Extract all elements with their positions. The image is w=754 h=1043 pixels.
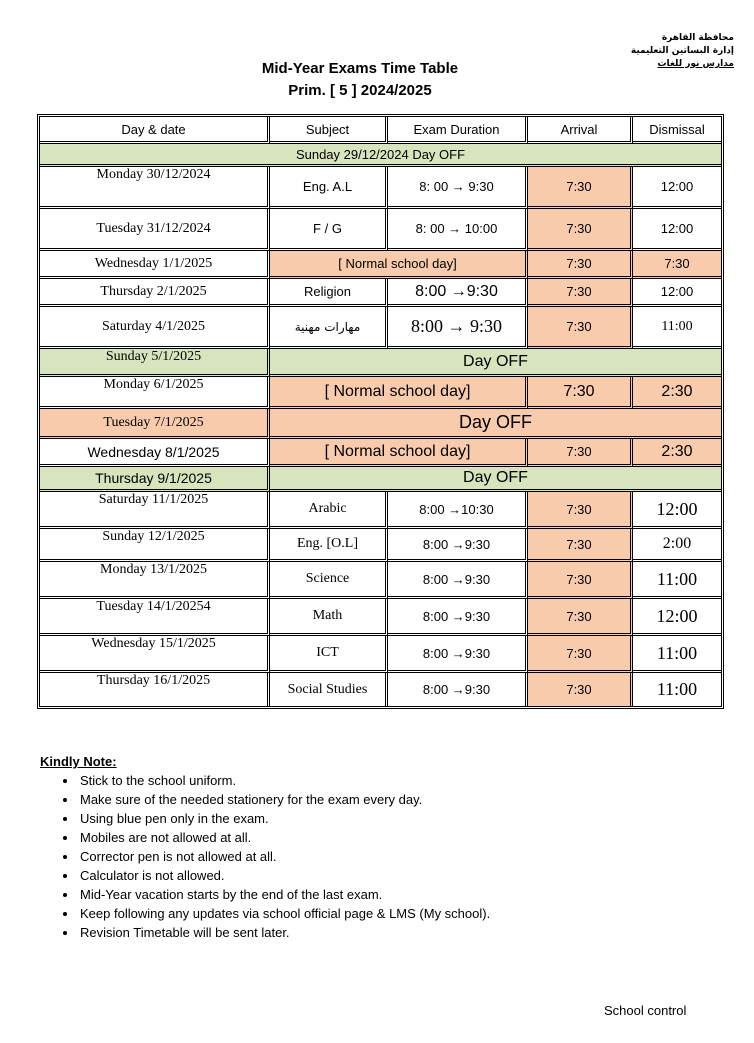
arrival-cell: 7:30 xyxy=(528,439,633,467)
arrival-cell: 7:30 xyxy=(528,562,633,599)
col-header-duration: Exam Duration xyxy=(388,117,528,144)
col-header-arrival: Arrival xyxy=(528,117,633,144)
duration-cell: 8:00 →9:30 xyxy=(388,562,528,599)
subject-cell: Math xyxy=(270,599,388,636)
duration-cell: 8:00 →9:30 xyxy=(388,673,528,706)
dismissal-cell: 2:00 xyxy=(633,529,721,562)
dismissal-cell: 12:00 xyxy=(633,599,721,636)
arrival-cell: 7:30 xyxy=(528,492,633,529)
arrival-cell: 7:30 xyxy=(528,377,633,409)
dismissal-cell: 11:00 xyxy=(633,562,721,599)
duration-cell: 8:00 →9:30 xyxy=(388,599,528,636)
day-date-cell: Thursday 16/1/2025 xyxy=(40,673,270,706)
arabic-header xyxy=(631,32,734,71)
page-title xyxy=(170,58,550,102)
table-row xyxy=(40,251,721,279)
table-row xyxy=(40,492,721,529)
day-date-cell: Monday 30/12/2024 xyxy=(40,167,270,209)
arrival-cell: 7:30 xyxy=(528,209,633,251)
arrival-cell: 7:30 xyxy=(528,599,633,636)
table-row xyxy=(40,673,721,706)
subject-cell: Science xyxy=(270,562,388,599)
day-off-cell: Day OFF xyxy=(270,349,721,377)
dismissal-cell: 7:30 xyxy=(633,251,721,279)
subject-cell: مهارات مهنية xyxy=(270,307,388,349)
normal-day-cell: [ Normal school day] xyxy=(270,377,528,409)
day-date-cell: Tuesday 31/12/2024 xyxy=(40,209,270,251)
title-line-1: Mid-Year Exams Time Table xyxy=(261,60,459,77)
subject-cell: Eng. A.L xyxy=(270,167,388,209)
note-item: • Make sure of the needed stationery for the exam every day. xyxy=(78,790,490,809)
day-date-cell: Monday 6/1/2025 xyxy=(40,377,270,409)
subject-cell: Eng. [O.L] xyxy=(270,529,388,562)
table-row xyxy=(40,144,721,167)
footer-signature: School control xyxy=(604,1003,687,1018)
note-item: • Corrector pen is not allowed at all. xyxy=(78,847,490,866)
dismissal-cell: 2:30 xyxy=(633,439,721,467)
table-row xyxy=(40,167,721,209)
table-row xyxy=(40,467,721,492)
exam-timetable xyxy=(37,114,724,709)
table-row xyxy=(40,377,721,409)
normal-day-cell: [ Normal school day] xyxy=(270,439,528,467)
day-date-cell: Sunday 5/1/2025 xyxy=(40,349,270,377)
arrival-cell: 7:30 xyxy=(528,251,633,279)
table-row xyxy=(40,562,721,599)
note-item: • Using blue pen only in the exam. xyxy=(78,809,490,828)
note-item: • Revision Timetable will be sent later. xyxy=(78,923,490,942)
day-date-cell: Thursday 9/1/2025 xyxy=(40,467,270,492)
arabic-header-line-1: محافظة القاهرة xyxy=(661,33,734,43)
duration-cell: 8:00 →9:30 xyxy=(388,636,528,673)
dismissal-cell: 11:00 xyxy=(656,679,698,699)
arrival-cell: 7:30 xyxy=(528,167,633,209)
table-row xyxy=(40,636,721,673)
note-item: • Keep following any updates via school official page & LMS (My school). xyxy=(78,904,490,923)
day-date-cell: Saturday 11/1/2025 xyxy=(40,492,270,529)
arabic-header-line-3: مدارس نور للغات xyxy=(657,59,734,69)
subject-cell: Arabic xyxy=(270,492,388,529)
table-row xyxy=(40,279,721,307)
table-row xyxy=(40,599,721,636)
duration-cell: 8:00 →9:30 xyxy=(388,529,528,562)
dismissal-cell: 12:00 xyxy=(633,492,721,529)
duration-cell: 8:00 →10:30 xyxy=(388,492,528,529)
duration-cell: 8:00 → 9:30 xyxy=(388,307,528,349)
notes-section xyxy=(40,752,490,942)
day-date-cell: Thursday 2/1/2025 xyxy=(40,279,270,307)
dismissal-cell: 11:00 xyxy=(633,307,721,349)
arrival-cell: 7:30 xyxy=(528,673,633,706)
col-header-subject: Subject xyxy=(270,117,388,144)
arrival-cell: 7:30 xyxy=(528,636,633,673)
table-row xyxy=(40,409,721,439)
subject-cell: Social Studies xyxy=(270,673,388,706)
table-row xyxy=(40,307,721,349)
arrival-cell: 7:30 xyxy=(528,529,633,562)
day-off-cell: Day OFF xyxy=(270,409,721,439)
day-date-cell: Wednesday 8/1/2025 xyxy=(40,439,270,467)
arabic-header-line-2: إدارة البساتين التعليمية xyxy=(630,46,734,56)
note-item: • Stick to the school uniform. xyxy=(78,771,490,790)
day-date-cell: Wednesday 15/1/2025 xyxy=(40,636,270,673)
day-date-cell: Saturday 4/1/2025 xyxy=(40,307,270,349)
duration-cell: 8: 00 → 10:00 xyxy=(388,209,528,251)
col-header-dismissal: Dismissal xyxy=(633,117,721,144)
arrival-cell: 7:30 xyxy=(528,279,633,307)
day-date-cell: Tuesday 7/1/2025 xyxy=(40,409,270,439)
day-date-cell: Monday 13/1/2025 xyxy=(40,562,270,599)
duration-cell: 8: 00 → 9:30 xyxy=(388,167,528,209)
subject-cell: F / G xyxy=(270,209,388,251)
note-item: • Calculator is not allowed. xyxy=(78,866,490,885)
col-header-day: Day & date xyxy=(40,117,270,144)
dismissal-cell: 12:00 xyxy=(633,167,721,209)
table-header-row xyxy=(40,117,721,144)
dismissal-cell: 11:00 xyxy=(633,636,721,673)
day-off-banner: Sunday 29/12/2024 Day OFF xyxy=(40,144,721,167)
day-date-cell: Sunday 12/1/2025 xyxy=(40,529,270,562)
table-row xyxy=(40,529,721,562)
normal-day-cell: [ Normal school day] xyxy=(270,251,528,279)
table-row xyxy=(40,209,721,251)
title-line-2: Prim. [ 5 ] 2024/2025 xyxy=(288,82,432,99)
subject-cell: Religion xyxy=(270,279,388,307)
table-row xyxy=(40,439,721,467)
dismissal-cell: 2:30 xyxy=(633,377,721,409)
day-date-cell: Wednesday 1/1/2025 xyxy=(40,251,270,279)
note-item: • Mobiles are not allowed at all. xyxy=(78,828,490,847)
duration-cell: 8:00 →9:30 xyxy=(388,279,528,307)
dismissal-cell: 12:00 xyxy=(633,209,721,251)
day-date-cell: Tuesday 14/1/20254 xyxy=(40,599,270,636)
arrival-cell: 7:30 xyxy=(528,307,633,349)
notes-heading: Kindly Note: xyxy=(40,754,117,769)
note-item: • Mid-Year vacation starts by the end of the last exam. xyxy=(78,885,490,904)
table-row xyxy=(40,349,721,377)
subject-cell: ICT xyxy=(270,636,388,673)
day-off-cell: Day OFF xyxy=(270,467,721,492)
dismissal-cell: 12:00 xyxy=(633,279,721,307)
notes-list xyxy=(40,771,490,942)
